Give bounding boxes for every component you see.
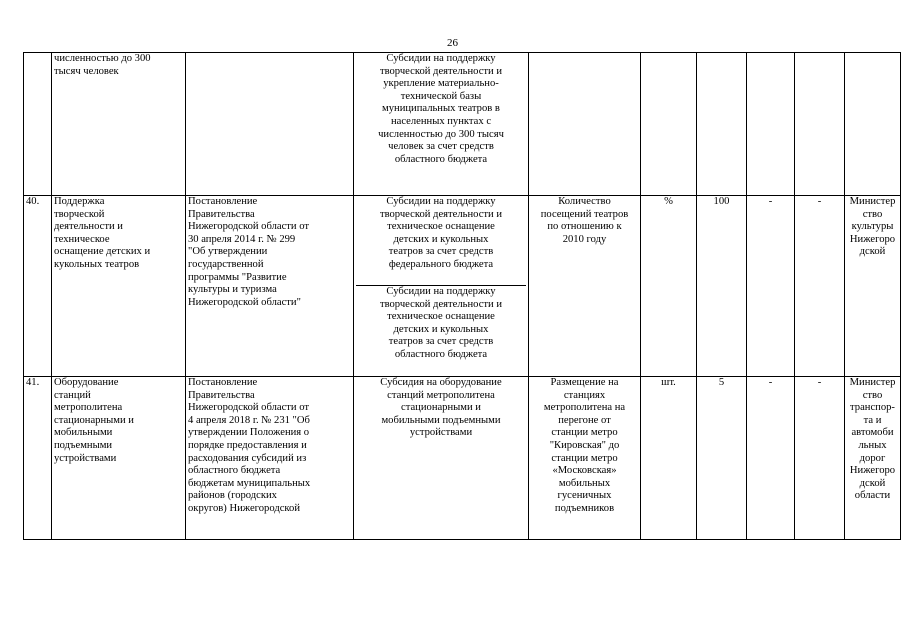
text-line: дской — [859, 477, 886, 489]
text-line: творческой деятельности и — [379, 208, 503, 220]
text-line: Министер — [849, 377, 896, 388]
subsidy-cell — [354, 53, 529, 196]
subsidy-item — [356, 196, 526, 285]
table-row — [24, 377, 901, 540]
text-line: гусеничных — [557, 490, 612, 502]
legal-basis-cell — [186, 53, 354, 196]
col7-cell — [747, 53, 795, 196]
text-line: области — [854, 490, 891, 502]
text-line: мобильными подъемными — [381, 414, 501, 426]
subsidy-item — [356, 285, 526, 376]
text-line: муниципальных театров в — [382, 103, 500, 115]
text-line: Нижегородской области от — [188, 402, 310, 414]
text-line: 30 апреля 2014 г. № 299 — [188, 233, 296, 245]
text-line: деятельности и — [54, 221, 123, 233]
text-line: перегоне от — [558, 414, 611, 426]
legal-basis-cell — [186, 196, 354, 377]
text-line: подъемников — [554, 502, 615, 514]
indicator-cell — [529, 377, 641, 540]
text-line: утверждении Положения о — [188, 427, 310, 439]
unit-cell — [641, 53, 697, 196]
text-line: укрепление материально- — [383, 78, 499, 90]
value-cell — [697, 53, 747, 196]
row-number-cell: 41. — [24, 377, 52, 540]
table-row — [24, 53, 901, 196]
text-line: Постановление — [188, 377, 258, 388]
text-line: округов) Нижегородской — [188, 502, 300, 514]
text-line: 2010 году — [562, 233, 607, 245]
text-line: «Московская» — [552, 465, 617, 477]
text-line: бюджетам муниципальных — [188, 477, 311, 489]
text-line: Нижегородской области от — [188, 221, 310, 233]
text-line: программы "Развитие — [188, 271, 287, 283]
text-line: техническое оснащение — [387, 221, 495, 233]
text-line: подъемными — [54, 439, 113, 451]
text-line: Нижегородской области" — [188, 296, 301, 308]
text-line: федерального бюджета — [388, 258, 494, 270]
text-line: стационарными и — [54, 414, 134, 426]
text-line: автомоби — [851, 427, 894, 439]
text-line: мобильных — [558, 477, 611, 489]
subsidy-cell — [354, 196, 529, 377]
text-line: мобильными — [54, 427, 113, 439]
measure-name-cell — [52, 196, 186, 377]
row-number-cell: 40. — [24, 196, 52, 377]
text-line: технической базы — [400, 90, 482, 102]
text-line: транспор- — [850, 402, 895, 414]
text-line: ство — [862, 389, 883, 401]
text-line: областного бюджета — [394, 348, 488, 360]
text-line: та и — [863, 414, 882, 426]
text-line: Министер — [849, 196, 896, 207]
text-line: Субсидия на оборудование — [380, 377, 502, 388]
text-line: Правительства — [188, 208, 255, 220]
text-line: областного бюджета — [394, 153, 488, 165]
value-cell: 5 — [697, 377, 747, 540]
text-line: человек за счет средств — [388, 141, 494, 153]
text-line: Количество — [558, 196, 611, 207]
text-line: дорог — [859, 452, 886, 464]
text-line: культуры и туризма — [188, 284, 277, 296]
text-line: ство — [862, 208, 883, 220]
text-line: порядке предоставления и — [188, 439, 307, 451]
table-row — [24, 196, 901, 377]
text-line: 4 апреля 2018 г. № 231 "Об — [188, 414, 310, 426]
page-number: 26 — [447, 37, 458, 49]
unit-cell: % — [641, 196, 697, 377]
text-line: детских и кукольных — [393, 233, 489, 245]
text-line: творческой деятельности и — [379, 65, 503, 77]
text-line: дской — [859, 246, 886, 258]
measure-name-cell — [52, 53, 186, 196]
text-line: Поддержка — [54, 196, 105, 207]
col7-cell: - — [747, 377, 795, 540]
text-line: "Кировская" до — [549, 439, 620, 451]
text-line: станции метро — [551, 452, 618, 464]
subsidy-item — [356, 53, 526, 166]
col8-cell: - — [795, 196, 845, 377]
text-line: театров за счет средств — [388, 246, 494, 258]
text-line: по отношению к — [547, 221, 622, 233]
text-line: оснащение детских и — [54, 246, 151, 258]
text-line: Нижегоро — [849, 465, 896, 477]
text-line: районов (городских — [188, 490, 277, 502]
text-line: посещений театров — [540, 208, 629, 220]
text-line: Субсидии на поддержку — [386, 286, 496, 297]
text-line: численностью до 300 тысяч — [378, 128, 504, 140]
value-cell: 100 — [697, 196, 747, 377]
text-line: "Об утверждении — [188, 246, 268, 258]
col8-cell — [795, 53, 845, 196]
ministry-cell — [845, 377, 901, 540]
text-line: устройствами — [409, 427, 473, 439]
text-line: метрополитена — [54, 402, 123, 414]
text-line: Субсидии на поддержку — [386, 53, 496, 64]
text-line: станций — [54, 389, 91, 401]
text-line: тысяч человек — [54, 65, 119, 77]
text-line: Правительства — [188, 389, 255, 401]
measure-name-cell — [52, 377, 186, 540]
text-line: расходования субсидий из — [188, 452, 307, 464]
text-line: станции метро — [551, 427, 618, 439]
ministry-cell — [845, 53, 901, 196]
text-line: Размещение на — [550, 377, 619, 388]
indicator-cell — [529, 53, 641, 196]
text-line: творческой — [54, 208, 105, 220]
text-line: техническое — [54, 233, 110, 245]
text-line: метрополитена на — [543, 402, 626, 414]
subsidy-item — [356, 377, 526, 440]
indicator-cell — [529, 196, 641, 377]
row-number-cell — [24, 53, 52, 196]
text-line: техническое оснащение — [387, 311, 495, 323]
text-line: областного бюджета — [188, 465, 281, 477]
ministry-cell — [845, 196, 901, 377]
text-line: театров за счет средств — [388, 336, 494, 348]
text-line: детских и кукольных — [393, 323, 489, 335]
text-line: государственной — [188, 258, 264, 270]
text-line: Нижегоро — [849, 233, 896, 245]
text-line: творческой деятельности и — [379, 298, 503, 310]
col8-cell: - — [795, 377, 845, 540]
text-line: станций метрополитена — [387, 389, 495, 401]
text-line: численностью до 300 — [54, 53, 151, 64]
text-line: Оборудование — [54, 377, 119, 388]
document-table — [23, 52, 901, 540]
text-line: станциях — [563, 389, 606, 401]
legal-basis-cell — [186, 377, 354, 540]
text-line: кукольных театров — [54, 258, 140, 270]
col7-cell: - — [747, 196, 795, 377]
text-line: культуры — [851, 221, 894, 233]
text-line: Постановление — [188, 196, 258, 207]
text-line: стационарными и — [401, 402, 481, 414]
subsidy-cell — [354, 377, 529, 540]
unit-cell: шт. — [641, 377, 697, 540]
text-line: устройствами — [54, 452, 117, 464]
text-line: Субсидии на поддержку — [386, 196, 496, 207]
text-line: населенных пунктах с — [390, 115, 492, 127]
text-line: льных — [858, 439, 887, 451]
